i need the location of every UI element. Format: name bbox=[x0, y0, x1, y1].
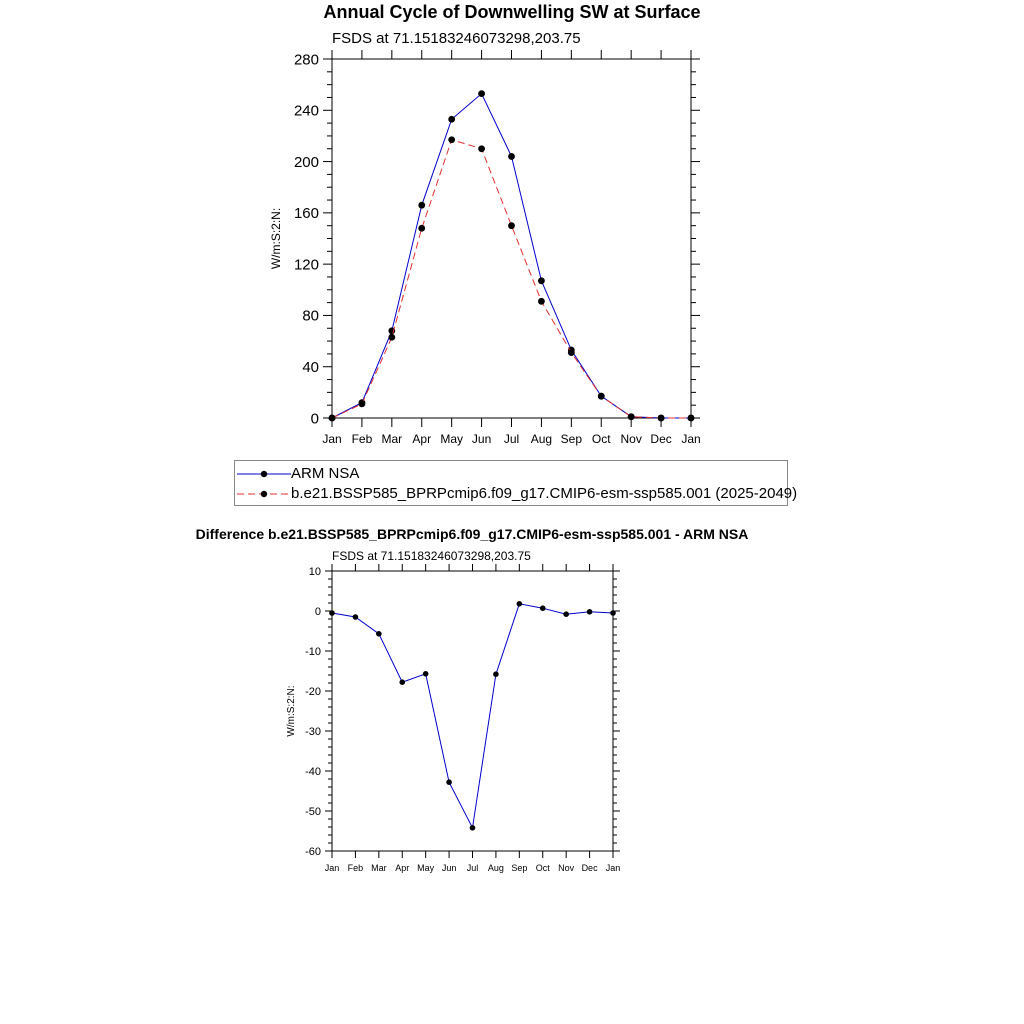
x-tick-label: Oct bbox=[535, 863, 550, 873]
series-line-0 bbox=[332, 94, 691, 418]
data-point bbox=[568, 349, 575, 356]
x-tick-label: May bbox=[417, 863, 435, 873]
x-tick-label: Mar bbox=[381, 432, 403, 446]
data-point bbox=[353, 614, 359, 620]
data-point bbox=[540, 605, 546, 611]
data-point bbox=[658, 415, 665, 422]
x-tick-label: Nov bbox=[558, 863, 575, 873]
legend-item-arm-nsa bbox=[235, 464, 787, 484]
y-tick-label: -20 bbox=[305, 685, 321, 698]
data-point bbox=[359, 400, 366, 407]
x-tick-label: Dec bbox=[650, 432, 672, 446]
series-line-1 bbox=[332, 140, 691, 418]
plot-frame bbox=[332, 59, 691, 418]
data-point bbox=[446, 779, 452, 785]
x-tick-label: Nov bbox=[620, 432, 642, 446]
x-tick-label: Oct bbox=[591, 432, 611, 446]
chart-title: Annual Cycle of Downwelling SW at Surface bbox=[323, 2, 701, 22]
data-point bbox=[538, 298, 545, 305]
data-point bbox=[329, 610, 335, 616]
x-tick-label: Aug bbox=[530, 432, 553, 446]
legend-label: ARM NSA bbox=[291, 465, 360, 482]
y-tick-label: 0 bbox=[314, 605, 321, 618]
y-tick-label: 10 bbox=[308, 565, 321, 578]
y-tick-label: -30 bbox=[305, 725, 321, 738]
x-tick-label: Jan bbox=[605, 863, 621, 873]
x-tick-label: Apr bbox=[395, 863, 410, 873]
data-point bbox=[423, 671, 429, 677]
x-tick-label: Sep bbox=[560, 432, 583, 446]
legend-item-model bbox=[235, 484, 798, 504]
data-point bbox=[448, 136, 455, 143]
x-tick-label: Jul bbox=[503, 432, 520, 446]
y-tick-label: -40 bbox=[305, 765, 321, 778]
data-point bbox=[478, 90, 485, 97]
plot-frame bbox=[332, 571, 613, 851]
x-tick-label: Aug bbox=[487, 863, 504, 873]
x-tick-label: Jan bbox=[322, 432, 342, 446]
y-tick-label: 0 bbox=[310, 410, 319, 428]
x-tick-label: Jul bbox=[466, 863, 479, 873]
data-point bbox=[478, 145, 485, 152]
x-tick-label: Sep bbox=[511, 863, 528, 873]
y-tick-label: -50 bbox=[305, 805, 321, 818]
annual-cycle-chart bbox=[0, 0, 1024, 460]
chart-subtitle: FSDS at 71.15183246073298,203.75 bbox=[332, 30, 581, 47]
x-tick-label: Jan bbox=[681, 432, 701, 446]
difference-chart bbox=[0, 560, 1024, 890]
data-point bbox=[399, 679, 405, 685]
y-axis-label: W/m:S:2:N: bbox=[269, 207, 283, 270]
y-tick-label: 80 bbox=[302, 307, 319, 325]
data-point bbox=[587, 609, 593, 615]
legend-symbol-dashed bbox=[237, 484, 291, 504]
y-tick-label: 160 bbox=[293, 205, 319, 223]
y-axis-label: W/m:S:2:N: bbox=[286, 685, 297, 737]
legend-symbol-solid bbox=[237, 464, 291, 484]
series-line-0 bbox=[332, 604, 613, 828]
data-point bbox=[493, 671, 499, 677]
data-point bbox=[418, 225, 425, 232]
data-point bbox=[628, 413, 635, 420]
y-tick-label: -60 bbox=[305, 845, 321, 858]
x-tick-label: Feb bbox=[347, 863, 364, 873]
difference-chart-title: Difference b.e21.BSSP585_BPRPcmip6.f09_g17.CMIP6-esm-ssp585.001 - ARM NSA bbox=[195, 526, 749, 542]
x-tick-label: May bbox=[440, 432, 464, 446]
data-point bbox=[610, 610, 616, 616]
data-point bbox=[329, 415, 336, 422]
data-point bbox=[470, 825, 476, 831]
data-point bbox=[688, 415, 695, 422]
x-tick-label: Jan bbox=[324, 863, 340, 873]
x-tick-label: Feb bbox=[351, 432, 373, 446]
data-point bbox=[448, 116, 455, 123]
data-point bbox=[538, 277, 545, 284]
legend bbox=[234, 460, 798, 506]
data-point bbox=[418, 202, 425, 209]
data-point bbox=[388, 334, 395, 341]
data-point bbox=[376, 631, 382, 637]
y-tick-label: -10 bbox=[305, 645, 321, 658]
y-tick-label: 200 bbox=[293, 153, 319, 171]
x-tick-label: Apr bbox=[412, 432, 432, 446]
data-point bbox=[563, 611, 569, 617]
legend-label: b.e21.BSSP585_BPRPcmip6.f09_g17.CMIP6-esm-ssp585.001 (2025-2049) bbox=[291, 485, 798, 502]
y-tick-label: 240 bbox=[293, 102, 319, 120]
x-tick-label: Jun bbox=[471, 432, 492, 446]
x-tick-label: Jun bbox=[441, 863, 457, 873]
data-point bbox=[508, 222, 515, 229]
data-point bbox=[517, 601, 523, 607]
x-tick-label: Mar bbox=[371, 863, 387, 873]
data-point bbox=[508, 153, 515, 160]
y-tick-label: 40 bbox=[302, 358, 319, 376]
difference-chart-subtitle: FSDS at 71.15183246073298,203.75 bbox=[332, 549, 531, 563]
data-point bbox=[598, 393, 605, 400]
x-tick-label: Dec bbox=[581, 863, 598, 873]
y-tick-label: 280 bbox=[293, 51, 319, 69]
y-tick-label: 120 bbox=[293, 256, 319, 274]
